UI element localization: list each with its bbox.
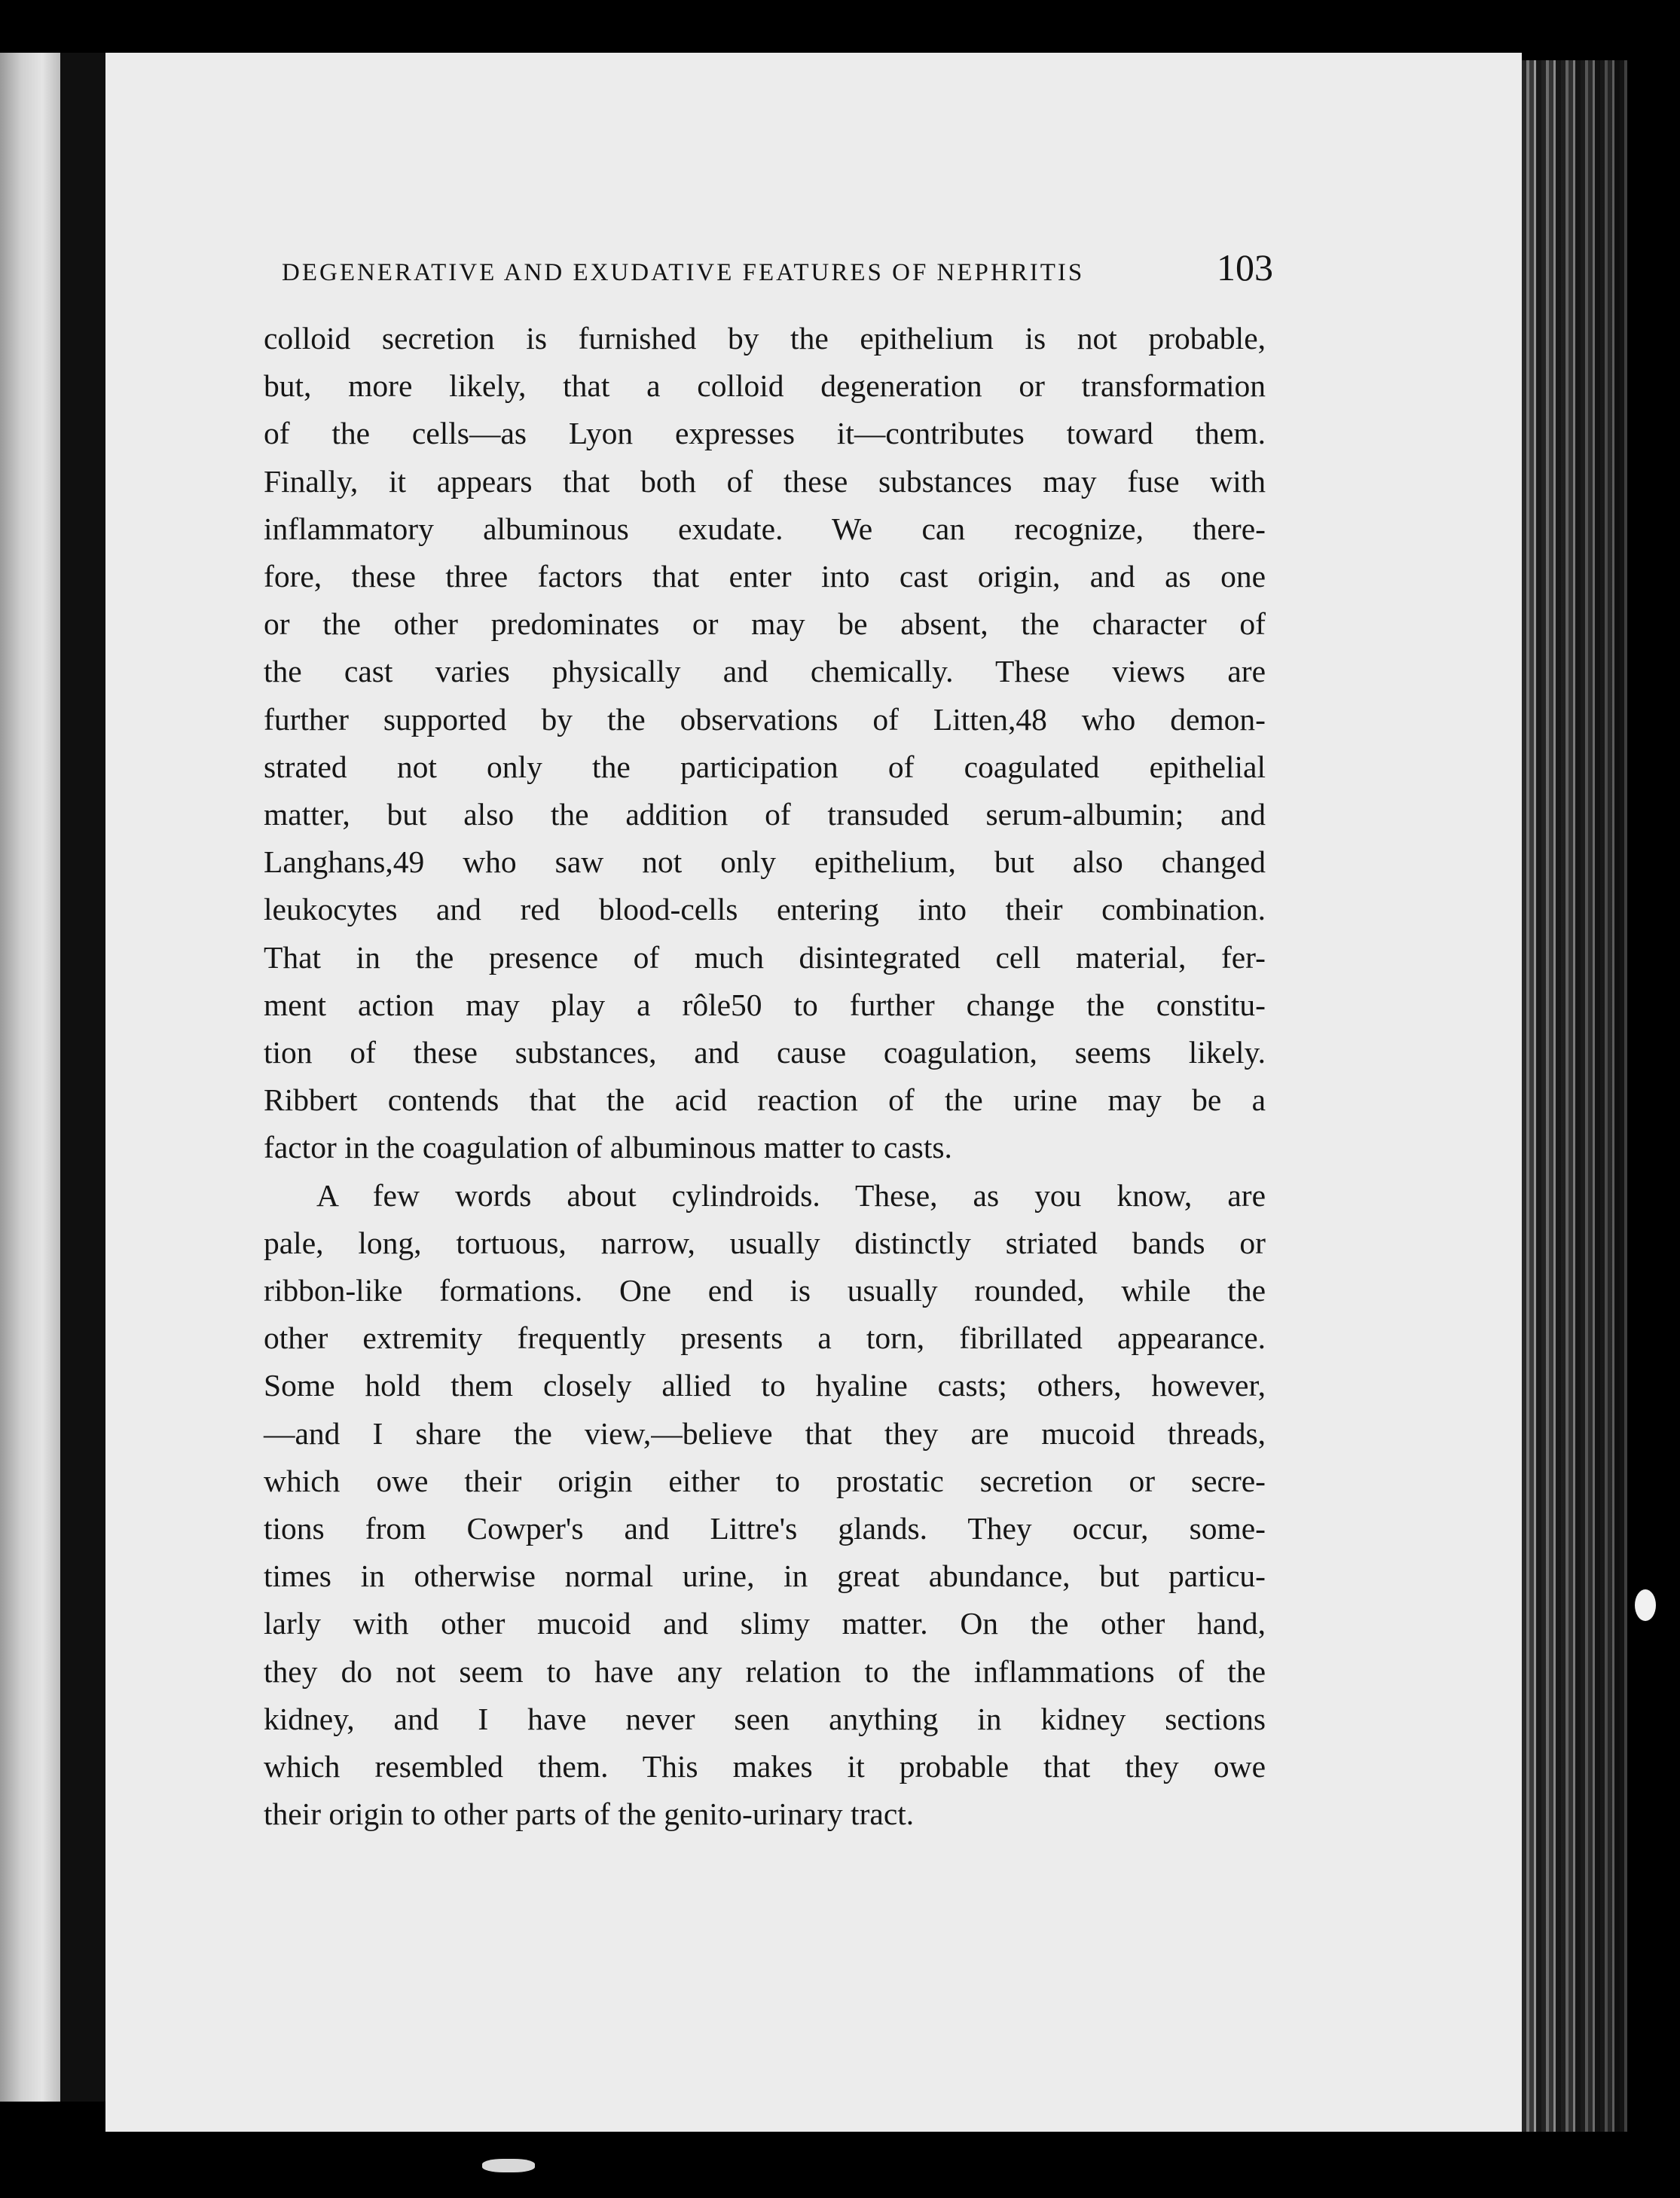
paragraph (264, 1172, 1266, 1839)
running-head-title: DEGENERATIVE AND EXUDATIVE FEATURES OF NEPHRITIS (282, 259, 1085, 286)
text-line: larly with other mucoid and slimy matter. On the other hand, (264, 1606, 1266, 1641)
text-line: their origin to other parts of the genito-urinary tract. (264, 1797, 915, 1832)
fore-edge-shadow (1522, 60, 1627, 2132)
text-line: —and I share the view,—believe that they are mucoid threads, (264, 1415, 1266, 1451)
text-line: pale, long, tortuous, narrow, usually distinctly striated bands or (264, 1225, 1266, 1260)
scan-artifact-smudge (482, 2159, 535, 2172)
text-line: matter, but also the addition of transuded serum-albumin; and (264, 797, 1266, 832)
text-line: tion of these substances, and cause coagulation, seems likely. (264, 1035, 1266, 1070)
text-line: which owe their origin either to prostatic secretion or secre- (264, 1463, 1266, 1498)
text-line: inflammatory albuminous exudate. We can recognize, there- (264, 511, 1266, 546)
text-line: ment action may play a rôle50 to further change the constitu- (264, 987, 1266, 1022)
text-line: That in the presence of much disintegrated cell material, fer- (264, 939, 1266, 975)
text-line: or the other predominates or may be absent, the character of (264, 606, 1266, 642)
text-line: tions from Cowper's and Littre's glands. They occur, some- (264, 1511, 1266, 1546)
page-number: 103 (1217, 246, 1273, 288)
paragraph (264, 315, 1266, 1172)
text-line: further supported by the observations of Litten,48 who demon- (264, 701, 1266, 737)
running-head (282, 246, 1273, 289)
text-line: leukocytes and red blood-cells entering into their combination. (264, 892, 1266, 927)
text-line: other extremity frequently presents a torn, fibrillated appearance. (264, 1320, 1266, 1356)
text-line: Ribbert contends that the acid reaction of the urine may be a (264, 1082, 1266, 1118)
text-line: but, more likely, that a colloid degeneration or transformation (264, 368, 1266, 404)
text-line: strated not only the participation of coagulated epithelial (264, 749, 1266, 784)
text-line: times in otherwise normal urine, in great abundance, but particu- (264, 1558, 1266, 1594)
left-page-edge (0, 53, 60, 2102)
text-line: ribbon-like formations. One end is usually rounded, while the (264, 1273, 1266, 1308)
text-line: colloid secretion is furnished by the epithelium is not probable, (264, 321, 1266, 356)
text-line: of the cells—as Lyon expresses it—contributes toward them. (264, 416, 1266, 451)
text-line: kidney, and I have never seen anything in kidney sections (264, 1701, 1266, 1736)
text-line: Langhans,49 who saw not only epithelium, but also changed (264, 844, 1266, 880)
text-line: factor in the coagulation of albuminous matter to casts. (264, 1130, 952, 1165)
text-line: A few words about cylindroids. These, as you know, are (316, 1177, 1266, 1213)
scan-artifact-spot (1635, 1589, 1656, 1621)
text-line: they do not seem to have any relation to the inflammations of the (264, 1653, 1266, 1689)
text-line: which resembled them. This makes it probable that they owe (264, 1749, 1266, 1784)
text-line: Finally, it appears that both of these substances may fuse with (264, 463, 1266, 499)
text-line: the cast varies physically and chemically. These views are (264, 654, 1266, 689)
body-text (264, 315, 1266, 1839)
text-line: Some hold them closely allied to hyaline casts; others, however, (264, 1368, 1266, 1403)
text-line: fore, these three factors that enter into cast origin, and as one (264, 559, 1266, 594)
gutter-shadow (60, 53, 105, 2102)
